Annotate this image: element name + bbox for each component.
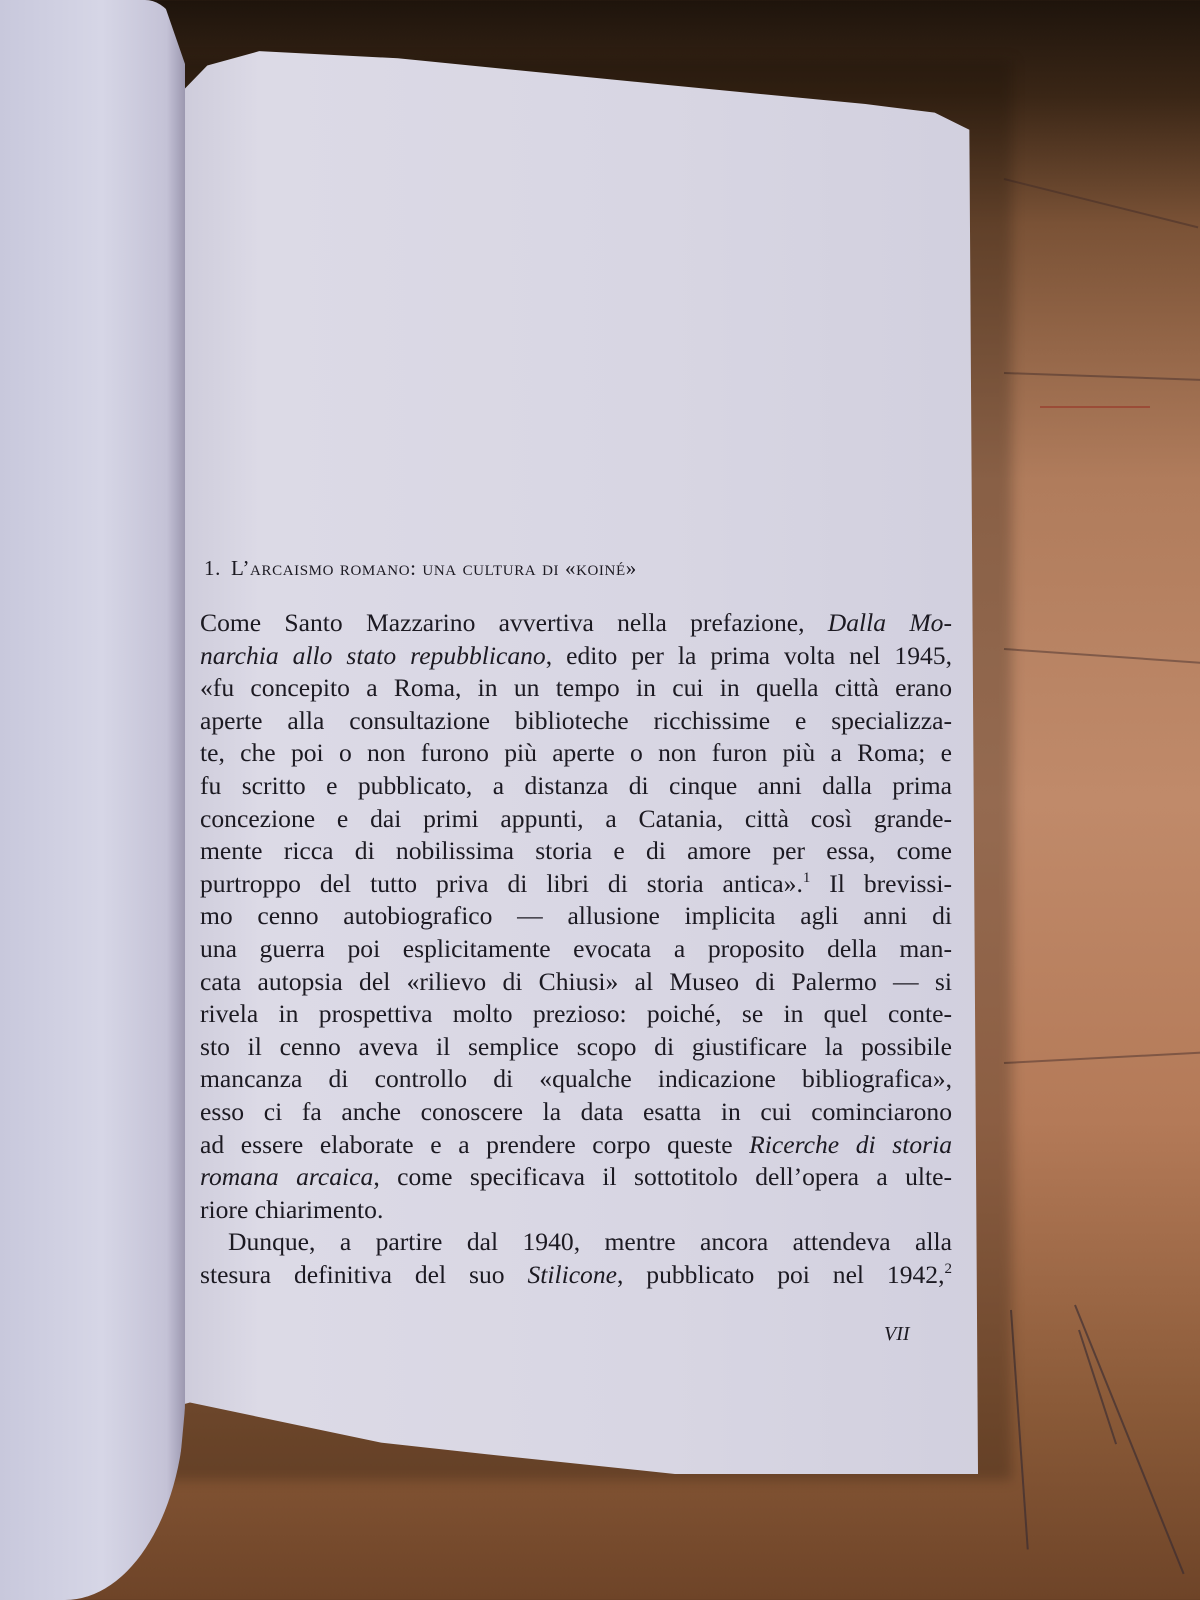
text-line bbox=[200, 998, 952, 1031]
text-run: stesura definitiva del suo bbox=[200, 1259, 528, 1289]
text-run: «fu concepito a Roma, in un tempo in cui in quella città erano bbox=[200, 673, 952, 703]
text-run: rivela in prospettiva molto prezioso: poiché, se in quel conte- bbox=[200, 999, 952, 1029]
body-paragraph bbox=[200, 607, 952, 1226]
text-run: , come specificava il sottotitolo dell’opera a ulte- bbox=[373, 1162, 952, 1192]
wood-scratch bbox=[1010, 1310, 1029, 1550]
text-line bbox=[200, 1031, 952, 1064]
section-title: L’arcaismo romano: una cultura di «koiné» bbox=[230, 556, 637, 580]
text-run: te, che poi o non furono più aperte o non furon più a Roma; e bbox=[200, 738, 952, 768]
text-line bbox=[200, 1129, 952, 1162]
wood-scratch bbox=[1074, 1305, 1184, 1575]
text-line bbox=[200, 607, 952, 640]
italic-title: Dalla Mo- bbox=[827, 608, 952, 637]
text-run: Il brevissi- bbox=[810, 868, 952, 898]
text-line bbox=[200, 1096, 952, 1129]
text-line bbox=[200, 672, 952, 705]
wood-grain-line bbox=[1004, 648, 1200, 664]
text-line bbox=[200, 1161, 952, 1194]
text-line bbox=[200, 868, 952, 901]
section-number: 1. bbox=[204, 556, 221, 580]
text-run: aperte alla consultazione biblioteche ricchissime e specializza- bbox=[200, 705, 952, 735]
text-line bbox=[200, 737, 952, 770]
section-heading bbox=[204, 556, 952, 581]
italic-title: Stilicone bbox=[527, 1259, 618, 1289]
text-line bbox=[200, 640, 952, 673]
text-line bbox=[200, 966, 952, 999]
footnote-marker: 1 bbox=[802, 869, 811, 886]
text-run: mo cenno autobiografico — allusione implicita agli anni di bbox=[200, 901, 952, 931]
wood-grain-line bbox=[1004, 178, 1199, 228]
text-line bbox=[200, 835, 952, 868]
text-run: fu scritto e pubblicato, a distanza di cinque anni dalla prima bbox=[200, 770, 952, 800]
text-run: cata autopsia del «rilievo di Chiusi» al Museo di Palermo — si bbox=[200, 966, 952, 996]
body-paragraph bbox=[200, 1226, 952, 1291]
text-run: esso ci fa anche conoscere la data esatta in cui cominciarono bbox=[200, 1096, 952, 1126]
italic-title: romana arcaica bbox=[200, 1162, 374, 1192]
page-text-block bbox=[200, 556, 952, 1291]
text-run: riore chiarimento. bbox=[200, 1194, 384, 1224]
text-line bbox=[200, 705, 952, 738]
text-run: purtroppo del tutto priva di libri di storia antica». bbox=[200, 868, 803, 898]
italic-title: Ricerche di storia bbox=[749, 1129, 952, 1159]
text-line bbox=[200, 1226, 952, 1259]
text-run: concezione e dai primi appunti, a Catania, città così grande- bbox=[200, 803, 952, 833]
text-line bbox=[200, 900, 952, 933]
text-run: mente ricca di nobilissima storia e di amore per essa, come bbox=[200, 836, 952, 866]
text-run: Come Santo Mazzarino avvertiva nella prefazione, bbox=[200, 608, 828, 637]
left-page-verso bbox=[0, 0, 185, 1600]
text-line bbox=[200, 1063, 952, 1096]
text-run: mancanza di controllo di «qualche indicazione bibliografica», bbox=[200, 1064, 952, 1094]
text-run: una guerra poi esplicitamente evocata a proposito della man- bbox=[200, 933, 952, 963]
text-line bbox=[200, 1194, 952, 1227]
body-paragraphs bbox=[200, 607, 952, 1291]
text-run: sto il cenno aveva il semplice scopo di giustificare la possibile bbox=[200, 1031, 952, 1061]
page-number: VII bbox=[884, 1323, 910, 1345]
text-line bbox=[200, 803, 952, 836]
text-run: , edito per la prima volta nel 1945, bbox=[545, 640, 952, 670]
wood-grain-line bbox=[1004, 372, 1200, 381]
text-line bbox=[200, 1259, 952, 1292]
italic-title: narchia allo stato repubblicano bbox=[200, 640, 546, 670]
wood-scratch bbox=[1078, 1330, 1117, 1445]
text-line bbox=[200, 770, 952, 803]
text-run: ad essere elaborate e a prendere corpo queste bbox=[200, 1129, 750, 1159]
text-run: , pubblicato poi nel 1942, bbox=[617, 1259, 945, 1289]
text-run: Dunque, a partire dal 1940, mentre ancora attendeva alla bbox=[228, 1227, 952, 1257]
wood-grain-line bbox=[1004, 1052, 1200, 1064]
text-line bbox=[200, 933, 952, 966]
wood-grain-line bbox=[1040, 406, 1150, 408]
footnote-marker: 2 bbox=[944, 1260, 952, 1277]
